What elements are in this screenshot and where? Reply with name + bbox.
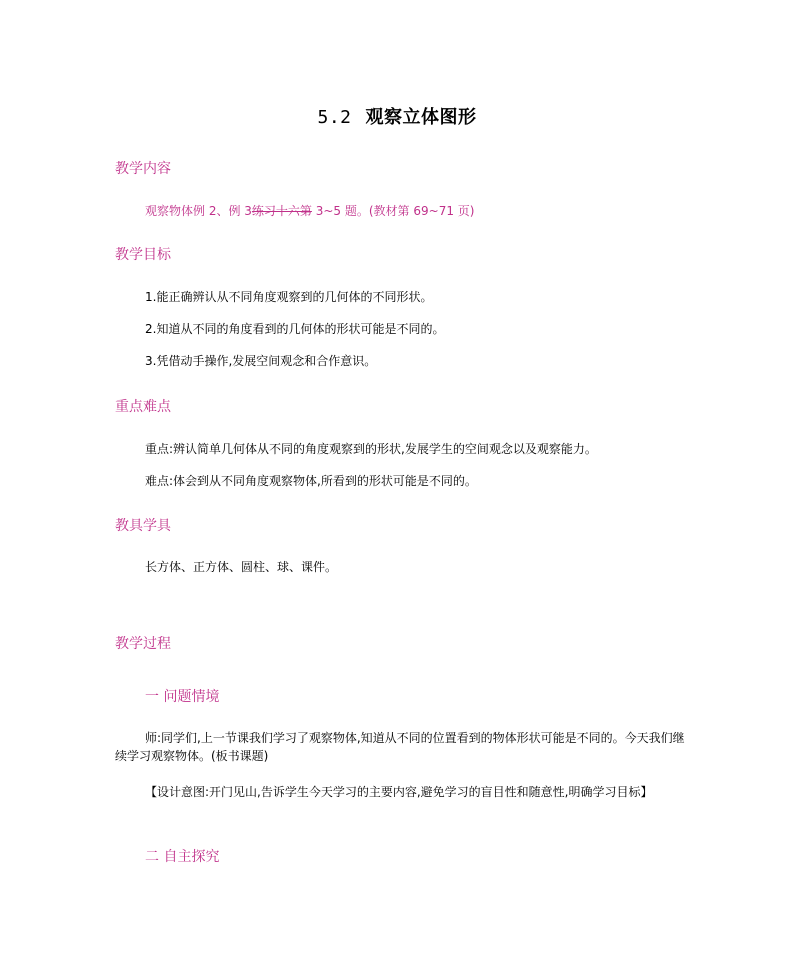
section-heading-keypoints: 重点难点 [115,399,171,415]
section-heading-process: 教学过程 [115,636,171,652]
content-text-a: 观察物体例 2、例 3 [145,204,252,218]
section-heading-content: 教学内容 [115,161,171,177]
goal-item-1: 1.能正确辨认从不同角度观察到的几何体的不同形状。 [145,290,433,304]
step1-paragraph-1: 师:同学们,上一节课我们学习了观察物体,知道从不同的位置看到的物体形状可能是不同的。今天我们继续学习观察物体。(板书课题) [115,731,685,763]
step-heading-1: 一 问题情境 [145,689,220,705]
step-heading-2: 二 自主探究 [145,849,220,865]
content-text-b: 练习十六第 [251,204,312,218]
content-text [145,202,474,219]
difficulty-text: 难点:体会到从不同角度观察物体,所看到的形状可能是不同的。 [145,474,477,488]
content-text-c: 3~5 题。(教材第 69~71 页) [311,204,475,218]
goal-item-2: 2.知道从不同的角度看到的几何体的形状可能是不同的。 [145,322,445,336]
step1-paragraph-2: 【设计意图:开门见山,告诉学生今天学习的主要内容,避免学习的盲目性和随意性,明确学习目标】 [145,785,653,799]
section-heading-goals: 教学目标 [115,247,171,263]
title-number: 5.2 [317,107,352,128]
tools-text: 长方体、正方体、圆柱、球、课件。 [145,560,338,574]
title-text: 观察立体图形 [365,107,477,128]
page-title [0,103,794,129]
keypoint-text: 重点:辨认简单几何体从不同的角度观察到的形状,发展学生的空间观念以及观察能力。 [145,442,597,456]
goal-item-3: 3.凭借动手操作,发展空间观念和合作意识。 [145,354,377,368]
section-heading-tools: 教具学具 [115,518,171,534]
